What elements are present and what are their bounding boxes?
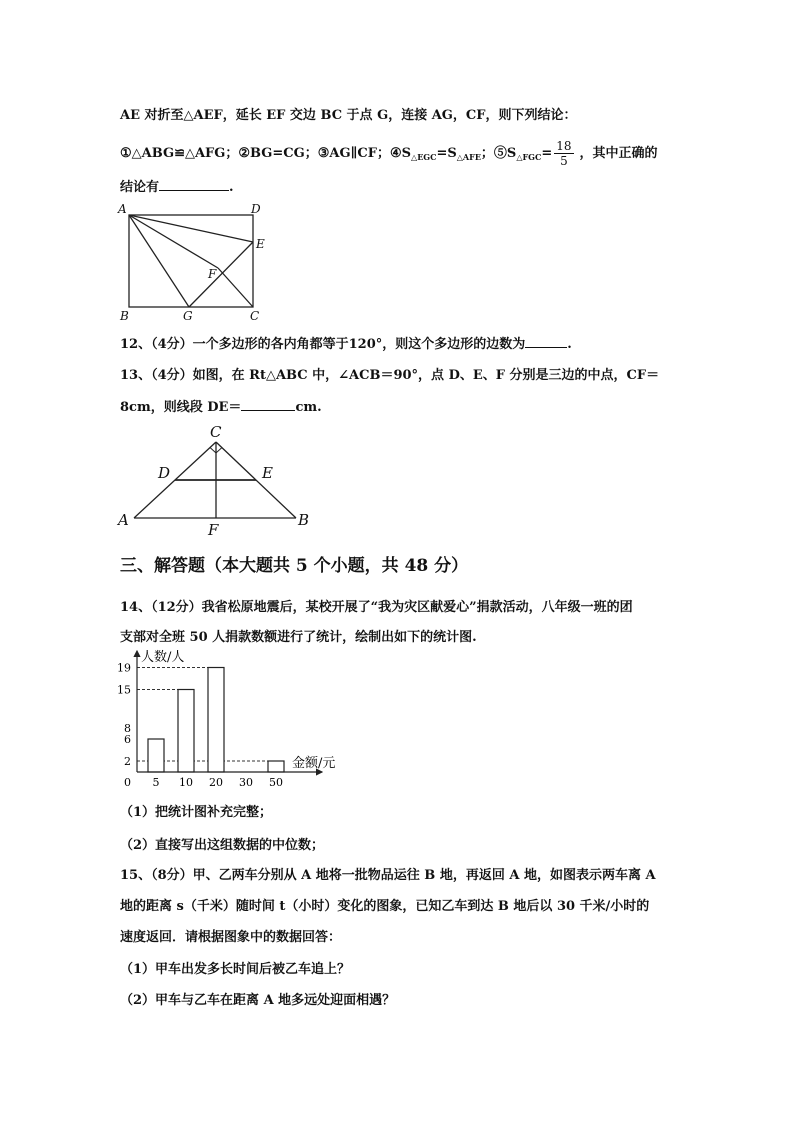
label-f: F — [208, 267, 217, 281]
figure-rectangle-fold — [112, 198, 282, 324]
q13-answer-blank[interactable] — [241, 398, 295, 411]
q13-unit: cm. — [295, 400, 322, 415]
q12-end: . — [567, 337, 572, 352]
label-c: C — [250, 309, 260, 323]
q11-conclusions — [120, 139, 658, 168]
bars — [148, 668, 284, 773]
label-e: E — [256, 237, 265, 251]
q13-line2-text: 8cm，则线段 DE＝ — [120, 400, 242, 415]
q11-end-line — [120, 176, 234, 195]
x-tick-30: 30 — [239, 776, 253, 789]
q15-sub1: （1）甲车出发多长时间后被乙车追上？ — [120, 962, 351, 977]
segment-fc — [218, 268, 253, 307]
label-f: F — [208, 521, 219, 539]
label-g: G — [183, 309, 193, 323]
x-axis-label: 金额/元 — [292, 756, 336, 771]
bar-5 — [148, 739, 164, 772]
bar-10 — [178, 690, 194, 773]
label-e: E — [262, 464, 273, 482]
q15-line3: 速度返回．请根据图象中的数据回答： — [120, 930, 342, 945]
y-tick-8: 8 — [124, 722, 131, 735]
q11-sub-a: △EGC — [411, 152, 437, 162]
label-a: A — [118, 202, 127, 216]
q14-sub1: （1）把统计图补充完整； — [120, 805, 273, 820]
bar-50 — [268, 761, 284, 772]
q11-eq: = — [541, 146, 553, 161]
label-a: A — [118, 511, 129, 529]
q12-line — [120, 333, 572, 352]
q12-answer-blank[interactable] — [525, 335, 567, 348]
x-tick-50: 50 — [269, 776, 283, 789]
label-b: B — [298, 511, 310, 529]
q11-mid: =S — [436, 146, 457, 161]
q14-line2: 支部对全班 50 人捐款数额进行了统计，绘制出如下的统计图. — [120, 630, 477, 645]
q11-end: 结论有 — [120, 180, 160, 195]
label-b: B — [120, 309, 129, 323]
y-tick-19: 19 — [117, 661, 131, 675]
figure-right-triangle — [112, 420, 322, 540]
q11-sub-c: △FGC — [516, 152, 542, 162]
y-tick-15: 15 — [117, 683, 131, 697]
q11-fraction — [554, 139, 573, 168]
q11-sub-b: △AFE — [456, 152, 481, 162]
q11-c1: ①△ABG≌△AFG；②BG=CG；③AG∥CF；④S — [120, 146, 412, 161]
donation-bar-chart — [112, 645, 352, 795]
bar-20 — [208, 668, 224, 773]
q11-end-dot: . — [229, 180, 234, 195]
q11-answer-blank[interactable] — [159, 178, 229, 191]
q11-frac-den: 5 — [560, 154, 568, 168]
segment-ag — [129, 215, 189, 307]
q13-text: 13、（4分）如图，在 Rt△ABC 中，∠ACB＝90°，点 D、E、F 分别是三边的中点，CF＝ — [120, 368, 660, 383]
q11-intro: AE 对折至△AEF，延长 EF 交边 BC 于点 G，连接 AG，CF，则下列结论： — [120, 108, 577, 123]
x-tick-10: 10 — [179, 776, 193, 789]
q11-c1-end: ；⑤S — [480, 146, 517, 161]
q13-line2 — [120, 396, 322, 415]
q11-tail: ，其中正确的 — [579, 146, 658, 161]
x-tick-5: 5 — [152, 776, 160, 789]
segment-ae — [129, 215, 253, 242]
q14-line1: 14、（12分）我省松原地震后，某校开展了“我为灾区献爱心”捐款活动，八年级一班的团 — [120, 600, 633, 615]
section-heading: 三、解答题（本大题共 5 个小题，共 48 分） — [120, 556, 469, 576]
q15-line2: 地的距离 s（千米）随时间 t（小时）变化的图象，已知乙车到达 B 地后以 30 千米/小时的 — [120, 899, 650, 914]
q14-sub2: （2）直接写出这组数据的中位数； — [120, 838, 325, 853]
y-tick-2: 2 — [124, 755, 131, 768]
q15-line1: 15、（8分）甲、乙两车分别从 A 地将一批物品运往 B 地，再返回 A 地，如图表示两车离 A — [120, 868, 656, 883]
q15-sub2: （2）甲车与乙车在距离 A 地多远处迎面相遇？ — [120, 993, 396, 1008]
segment-af — [129, 215, 218, 268]
q11-frac-num: 18 — [556, 139, 572, 153]
y-axis-label: 人数/人 — [141, 650, 185, 665]
label-d: D — [158, 464, 171, 482]
y-tick-6: 6 — [124, 733, 131, 746]
origin-label: 0 — [124, 776, 131, 789]
q12-text: 12、（4分）一个多边形的各内角都等于120°，则这个多边形的边数为 — [120, 337, 526, 352]
label-d: D — [251, 202, 261, 216]
label-c: C — [210, 423, 222, 441]
x-tick-20: 20 — [209, 776, 223, 789]
